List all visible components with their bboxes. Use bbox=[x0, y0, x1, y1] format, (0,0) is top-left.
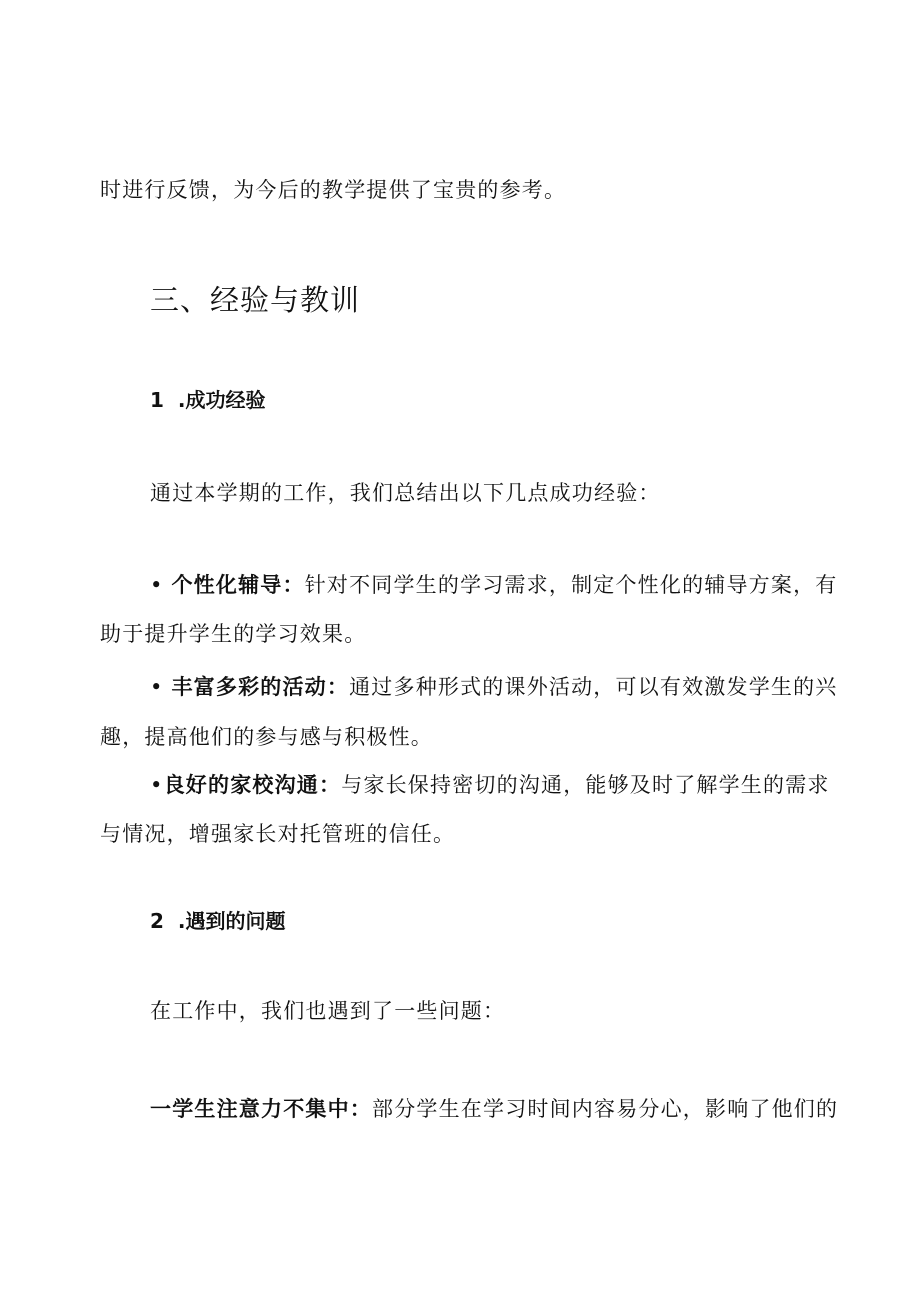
item-label: 丰富多彩的活动： bbox=[171, 675, 350, 699]
list-item bbox=[150, 1095, 838, 1123]
item-label: 一学生注意力不集中： bbox=[150, 1097, 372, 1121]
subsection-1-number: 1 bbox=[150, 388, 164, 412]
bullet: • bbox=[150, 573, 164, 597]
subsection-1-title: .成功经验 bbox=[177, 388, 266, 412]
bullet: • bbox=[150, 675, 164, 699]
item-label: 个性化辅导： bbox=[171, 573, 305, 597]
list-item bbox=[150, 771, 830, 799]
subsection-2-number: 2 bbox=[150, 909, 164, 933]
item-text: 部分学生在学习时间内容易分心，影响了他们的 bbox=[372, 1097, 839, 1121]
subsection-2-heading bbox=[150, 907, 286, 935]
subsection-1-intro: 通过本学期的工作，我们总结出以下几点成功经验： bbox=[150, 481, 661, 505]
intro-paragraph-line: 时进行反馈，为今后的教学提供了宝贵的参考。 bbox=[100, 178, 567, 202]
list-item bbox=[150, 673, 838, 701]
list-item-continuation: 与情况，增强家长对托管班的信任。 bbox=[100, 822, 456, 846]
list-item-continuation: 助于提升学生的学习效果。 bbox=[100, 622, 367, 646]
item-label: 良好的家校沟通： bbox=[163, 773, 342, 797]
item-text: 与家长保持密切的沟通，能够及时了解学生的需求 bbox=[341, 773, 830, 797]
subsection-2-title: .遇到的问题 bbox=[177, 909, 286, 933]
subsection-2-intro: 在工作中，我们也遇到了一些问题： bbox=[150, 999, 506, 1023]
subsection-1-heading bbox=[150, 386, 266, 414]
bullet: • bbox=[150, 773, 164, 797]
item-text: 针对不同学生的学习需求，制定个性化的辅导方案，有 bbox=[304, 573, 838, 597]
list-item bbox=[150, 571, 838, 599]
item-text: 通过多种形式的课外活动，可以有效激发学生的兴 bbox=[349, 675, 838, 699]
list-item-continuation: 趣，提高他们的参与感与积极性。 bbox=[100, 725, 433, 749]
section-title: 三、经验与教训 bbox=[150, 283, 361, 317]
